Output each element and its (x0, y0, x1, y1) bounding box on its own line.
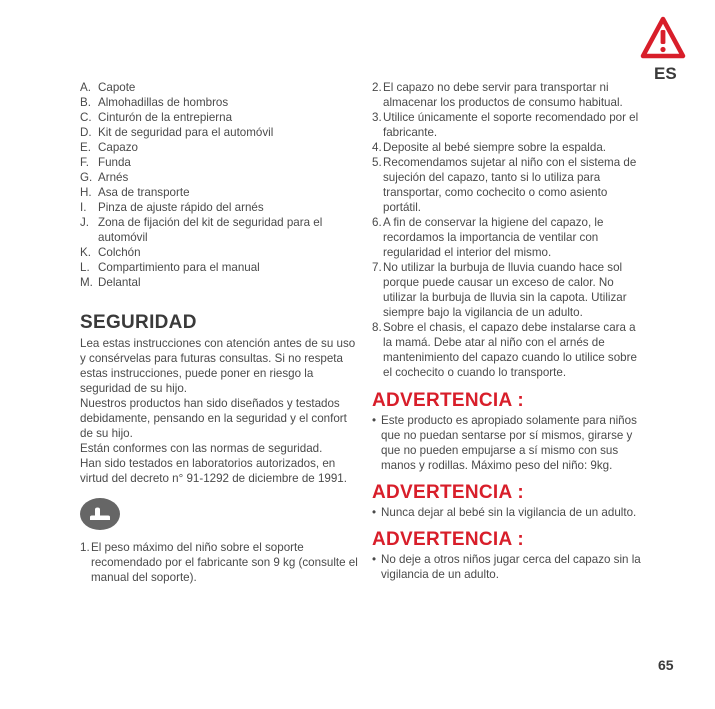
list-item: 5. Recomendamos sujetar al niño con el sistema de sujeción del capazo, tanto si lo utiliza para transportar, como cochecito o como asiento portátil. (372, 156, 637, 214)
safety-paragraph: Lea estas instrucciones con atención antes de su uso y consérvelas para futuras consultas. Si no respeta estas instrucciones, puede poner en riesgo la seguridad de su hijo. (80, 337, 356, 395)
instructions-list-left (80, 540, 360, 585)
warning-title: ADVERTENCIA : (372, 482, 525, 503)
safety-paragraph: Están conformes con las normas de seguridad. (80, 442, 323, 455)
list-item: G. Arnés (80, 171, 129, 184)
language-badge: ES (654, 64, 677, 83)
page-number: 65 (658, 657, 674, 673)
list-item: 8. Sobre el chasis, el capazo debe instalarse cara a la mamá. Debe atar al niño con el arnés de mantenimiento del capazo cuando lo utilice sobre el cochecito o cuando lo transporte. (372, 321, 637, 379)
list-item: I. Pinza de ajuste rápido del arnés (80, 201, 264, 214)
right-column (372, 80, 647, 582)
warning-title: ADVERTENCIA : (372, 390, 525, 411)
warning-title: ADVERTENCIA : (372, 529, 525, 550)
list-item: 4. Deposite al bebé siempre sobre la espalda. (372, 141, 606, 154)
safety-paragraph: Nuestros productos han sido diseñados y testados debidamente, pensando en la seguridad y el confort de su hijo. (80, 397, 347, 440)
list-item: E. Capazo (80, 141, 138, 154)
list-item: D. Kit de seguridad para el automóvil (80, 126, 274, 139)
list-item: A. Capote (80, 81, 136, 94)
list-item: B. Almohadillas de hombros (80, 96, 229, 109)
list-item: J. Zona de fijación del kit de seguridad para el automóvil (80, 216, 323, 244)
list-item: M. Delantal (80, 276, 141, 289)
safety-paragraph: Han sido testados en laboratorios autorizados, en virtud del decreto n° 91-1292 de diciembre de 1991. (80, 457, 347, 485)
warning-text: • No deje a otros niños jugar cerca del capazo sin la vigilancia de un adulto. (372, 553, 641, 581)
safety-title: SEGURIDAD (80, 312, 197, 333)
list-item: F. Funda (80, 156, 131, 169)
parts-list (80, 80, 360, 290)
list-item: H. Asa de transporte (80, 186, 190, 199)
instructions-list-right (372, 80, 647, 380)
list-item: K. Colchón (80, 246, 141, 259)
list-item: 2. El capazo no debe servir para transportar ni almacenar los productos de consumo habitual. (372, 81, 623, 109)
list-item: 6. A fin de conservar la higiene del capazo, le recordamos la importancia de ventilar con regularidad el interior del mismo. (372, 216, 604, 259)
warning-text: • Este producto es apropiado solamente para niños que no puedan sentarse por sí mismos, girarse y que no pueden empujarse a sí mismo con sus manos y rodillas. Máximo peso del niño: 9kg. (372, 414, 637, 472)
manual-book-icon (80, 498, 120, 530)
list-item: C. Cinturón de la entrepierna (80, 111, 233, 124)
list-item: 1. El peso máximo del niño sobre el soporte recomendado por el fabricante son 9 kg (consulte el manual del soporte). (80, 541, 358, 584)
list-item: L. Compartimiento para el manual (80, 261, 260, 274)
warning-triangle-icon (640, 16, 686, 60)
warning-text: • Nunca dejar al bebé sin la vigilancia de un adulto. (372, 506, 637, 519)
list-item: 7. No utilizar la burbuja de lluvia cuando hace sol porque puede causar un exceso de calor. No utilizar la burbuja de lluvia sin la capota. Utilizar siempre bajo la vigilancia de un adulto. (372, 261, 627, 319)
left-column (80, 80, 360, 585)
list-item: 3. Utilice únicamente el soporte recomendado por el fabricante. (372, 111, 639, 139)
